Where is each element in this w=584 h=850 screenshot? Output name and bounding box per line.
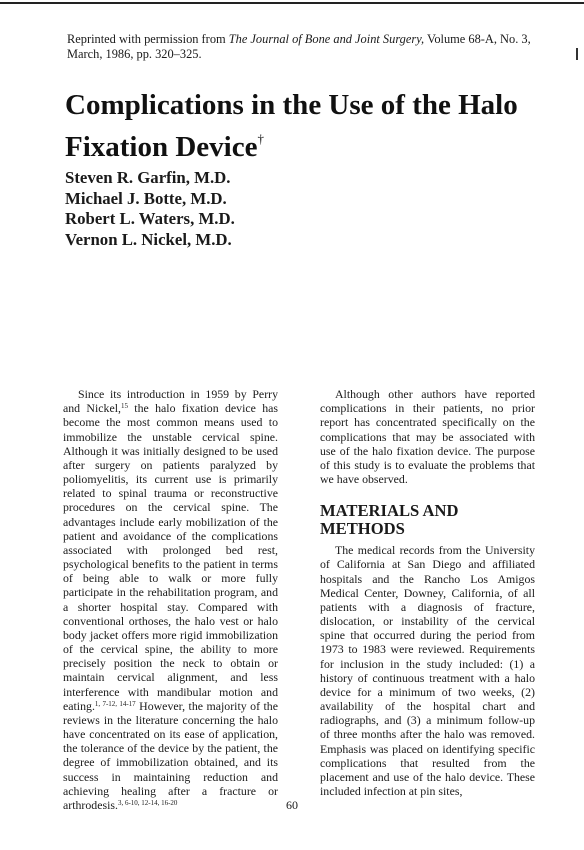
author-1: Steven R. Garfin, M.D.: [65, 168, 231, 187]
reprint-suffix: Volume 68-A, No. 3, March, 1986, pp. 320–325.: [67, 32, 531, 61]
article-title: [65, 88, 565, 164]
intro-text-c: However, the majority of the reviews in the literature concerning the halo have concentrated on its ease of application, the tolerance of the device by the patient, the degree of immobilization obtained, and its success in maintaining reduction and achieving healing after a fracture or arthrodesis.: [63, 698, 278, 812]
title-text: Complications in the Use of the Halo Fixation Device: [65, 89, 518, 163]
reprint-notice: [67, 32, 567, 62]
author-list: [65, 168, 365, 250]
section-heading-methods: MATERIALS AND METHODS: [320, 501, 459, 539]
intro-paragraph-2: Although other authors have reported complications in their patients, no prior report has concentrated specifically on the complications that may be associated with use of the halo fixation device. The purpose of this study is to evaluate the problems that we have observed.: [320, 387, 535, 487]
reference-marker: 1, 7-12, 14-17: [94, 699, 136, 708]
author-3: Robert L. Waters, M.D.: [65, 209, 235, 229]
methods-paragraph: The medical records from the University of California at San Diego and affiliated hospitals and the Rancho Los Amigos Medical Center, Downey, California, of all patients with a diagnosis of fracture, dislocation, or instability of the cervical spine that occurred during the period from 1973 to 1983 were reviewed. Requirements for inclusion in the study included: (1) a history of continuous treatment with a halo device for a minimum of two weeks, (2) availability of the hospital chart and radiographs, and (3) a minimum follow-up of three months after the halo was removed. Emphasis was placed on identifying specific complications that resulted from the placement and use of the halo device. These included infection at pin sites,: [320, 543, 535, 799]
top-rule: [0, 2, 584, 4]
left-column: [63, 387, 278, 812]
right-column: [320, 387, 535, 798]
intro-paragraph-1: [63, 387, 278, 812]
author-2: Michael J. Botte, M.D.: [65, 188, 227, 208]
reference-marker: 15: [120, 402, 128, 411]
reference-marker: 3, 6-10, 12-14, 16-20: [117, 798, 178, 807]
author-4: Vernon L. Nickel, M.D.: [65, 229, 232, 249]
title-dagger: †: [257, 131, 264, 146]
journal-name: The Journal of Bone and Joint Surgery,: [228, 32, 425, 46]
intro-text-a: Since its introduction in 1959 by Perry and Nickel,: [63, 387, 278, 416]
reprint-prefix: Reprinted with permission from: [67, 32, 229, 46]
intro-text-b: the halo fixation device has become the most common means used to immobilize the unstable cervical spine. Although it was initially designed to be used after surgery on patients paralyzed by poliomyelitis, its current use is primarily related to spinal trauma or reconstructive procedures on the cervical spine. The advantages include early mobilization of the patient and avoidance of the complications associated with prolonged bed rest, psychological benefits to the patient in terms of being able to walk or more fully participate in the rehabilitation program, and a shorter hospital stay. Compared with conventional orthoses, the halo vest or halo body jacket offers more rigid immobilization of the cervical spine, the ability to more precisely position the neck to obtain or maintain cervical alignment, and less interference with mandibular motion and eating.: [63, 401, 279, 713]
page-number: 60: [286, 798, 298, 812]
margin-mark: [576, 48, 578, 60]
